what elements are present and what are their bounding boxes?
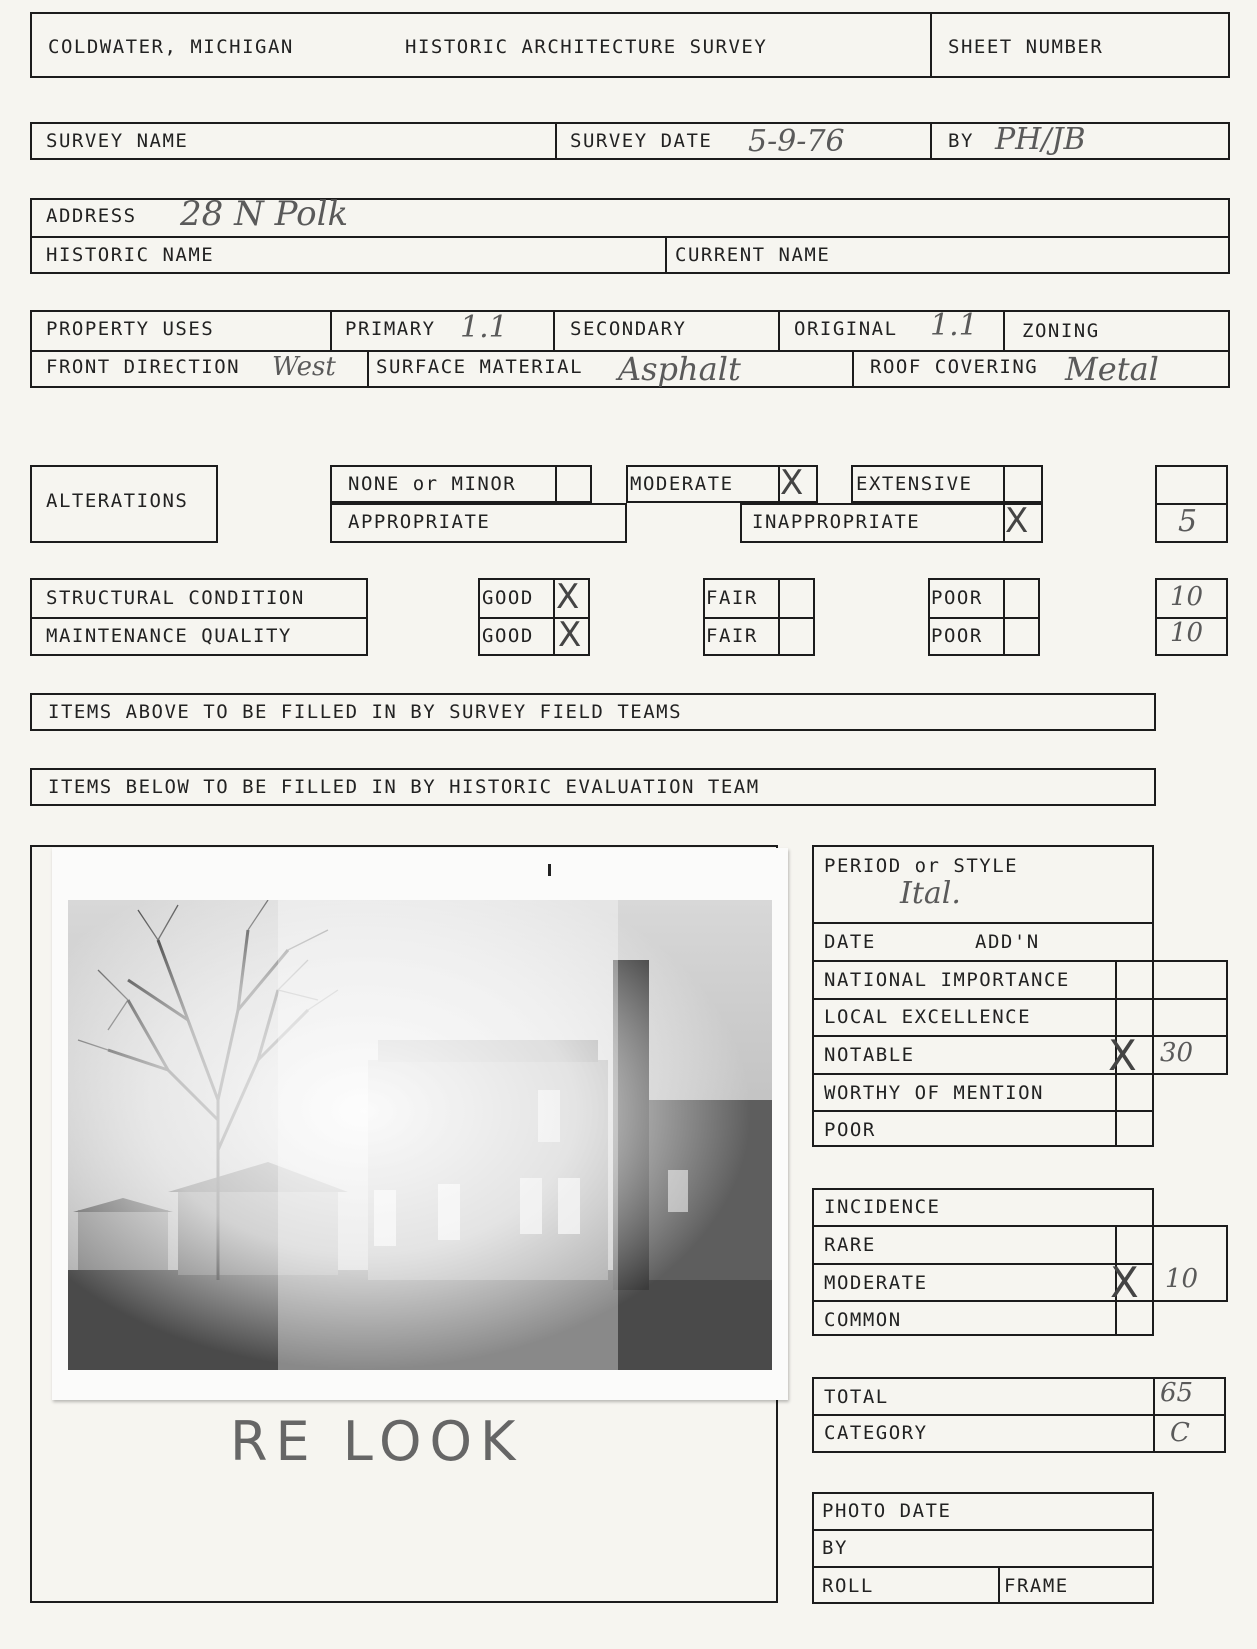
field-teams-note: ITEMS ABOVE TO BE FILLED IN BY SURVEY FIELD TEAMS	[48, 701, 683, 723]
sheet-number-label: SHEET NUMBER	[948, 36, 1104, 58]
roof-covering-value: Metal	[1065, 350, 1159, 388]
survey-date-value: 5-9-76	[748, 124, 845, 159]
category-label: CATEGORY	[824, 1422, 928, 1444]
building-photo	[68, 900, 772, 1370]
worthy-of-mention-label: WORTHY OF MENTION	[824, 1082, 1044, 1104]
roll-label: ROLL	[822, 1575, 874, 1597]
evaluation-note: ITEMS BELOW TO BE FILLED IN BY HISTORIC EVALUATION TEAM	[48, 776, 760, 798]
inappropriate-label: INAPPROPRIATE	[752, 511, 921, 533]
frame-label: FRAME	[1004, 1575, 1069, 1597]
poor-rating-label: POOR	[824, 1119, 876, 1141]
structural-good-mark: X	[556, 577, 580, 617]
none-minor-label: NONE or MINOR	[348, 473, 517, 495]
notable-score: 30	[1160, 1038, 1194, 1068]
survey-by-value: PH/JB	[995, 122, 1086, 157]
roof-covering-label: ROOF COVERING	[870, 356, 1039, 378]
original-value: 1.1	[930, 308, 978, 343]
date-label: DATE	[824, 931, 876, 953]
maintenance-good-label: GOOD	[482, 625, 534, 647]
structural-score: 10	[1170, 582, 1204, 612]
photo-date-label: PHOTO DATE	[822, 1500, 952, 1522]
incidence-moderate-score: 10	[1165, 1264, 1199, 1294]
total-label: TOTAL	[824, 1386, 889, 1408]
addn-label: ADD'N	[975, 931, 1040, 953]
category-value: C	[1170, 1418, 1190, 1448]
primary-label: PRIMARY	[345, 318, 436, 340]
extensive-label: EXTENSIVE	[856, 473, 973, 495]
common-label: COMMON	[824, 1309, 902, 1331]
front-direction-value: West	[272, 352, 336, 382]
rare-label: RARE	[824, 1234, 876, 1256]
maintenance-good-mark: X	[558, 615, 582, 655]
photo-mount	[52, 848, 788, 1400]
survey-title: HISTORIC ARCHITECTURE SURVEY	[405, 36, 768, 58]
front-direction-label: FRONT DIRECTION	[46, 356, 241, 378]
national-importance-label: NATIONAL IMPORTANCE	[824, 969, 1070, 991]
primary-value: 1.1	[460, 310, 508, 345]
local-excellence-label: LOCAL EXCELLENCE	[824, 1006, 1032, 1028]
inappropriate-check-mark: X	[1005, 501, 1029, 541]
appropriate-label: APPROPRIATE	[348, 511, 491, 533]
incidence-label: INCIDENCE	[824, 1196, 941, 1218]
maintenance-quality-label: MAINTENANCE QUALITY	[46, 625, 292, 647]
structural-fair-label: FAIR	[706, 587, 758, 609]
structural-poor-label: POOR	[931, 587, 983, 609]
header-divider	[930, 12, 932, 78]
address-value: 28 N Polk	[180, 194, 349, 234]
incidence-moderate-mark: X	[1110, 1258, 1139, 1307]
period-style-label: PERIOD or STYLE	[824, 855, 1019, 877]
photo-by-label: BY	[822, 1537, 848, 1559]
notable-mark: X	[1108, 1031, 1137, 1080]
moderate-label: MODERATE	[630, 473, 734, 495]
surface-material-value: Asphalt	[618, 350, 741, 388]
maintenance-poor-label: POOR	[931, 625, 983, 647]
address-label: ADDRESS	[46, 205, 137, 227]
maintenance-score: 10	[1170, 618, 1204, 648]
notable-label: NOTABLE	[824, 1044, 915, 1066]
alterations-label: ALTERATIONS	[46, 490, 189, 512]
structural-good-label: GOOD	[482, 587, 534, 609]
structural-condition-label: STRUCTURAL CONDITION	[46, 587, 305, 609]
secondary-label: SECONDARY	[570, 318, 687, 340]
original-label: ORIGINAL	[794, 318, 898, 340]
survey-by-label: BY	[948, 130, 974, 152]
alterations-score: 5	[1178, 504, 1198, 539]
maintenance-fair-label: FAIR	[706, 625, 758, 647]
zoning-label: ZONING	[1022, 320, 1100, 342]
surface-material-label: SURFACE MATERIAL	[376, 356, 584, 378]
current-name-label: CURRENT NAME	[675, 244, 831, 266]
city-title: COLDWATER, MICHIGAN	[48, 36, 294, 58]
moderate-check-mark: X	[780, 463, 804, 503]
incidence-moderate-label: MODERATE	[824, 1272, 928, 1294]
relook-note: RE LOOK	[230, 1410, 524, 1473]
property-uses-label: PROPERTY USES	[46, 318, 215, 340]
total-value: 65	[1160, 1378, 1194, 1408]
survey-date-label: SURVEY DATE	[570, 130, 713, 152]
historic-name-label: HISTORIC NAME	[46, 244, 215, 266]
building-photo-image	[68, 900, 772, 1370]
period-style-value: Ital.	[900, 876, 961, 911]
survey-name-label: SURVEY NAME	[46, 130, 189, 152]
